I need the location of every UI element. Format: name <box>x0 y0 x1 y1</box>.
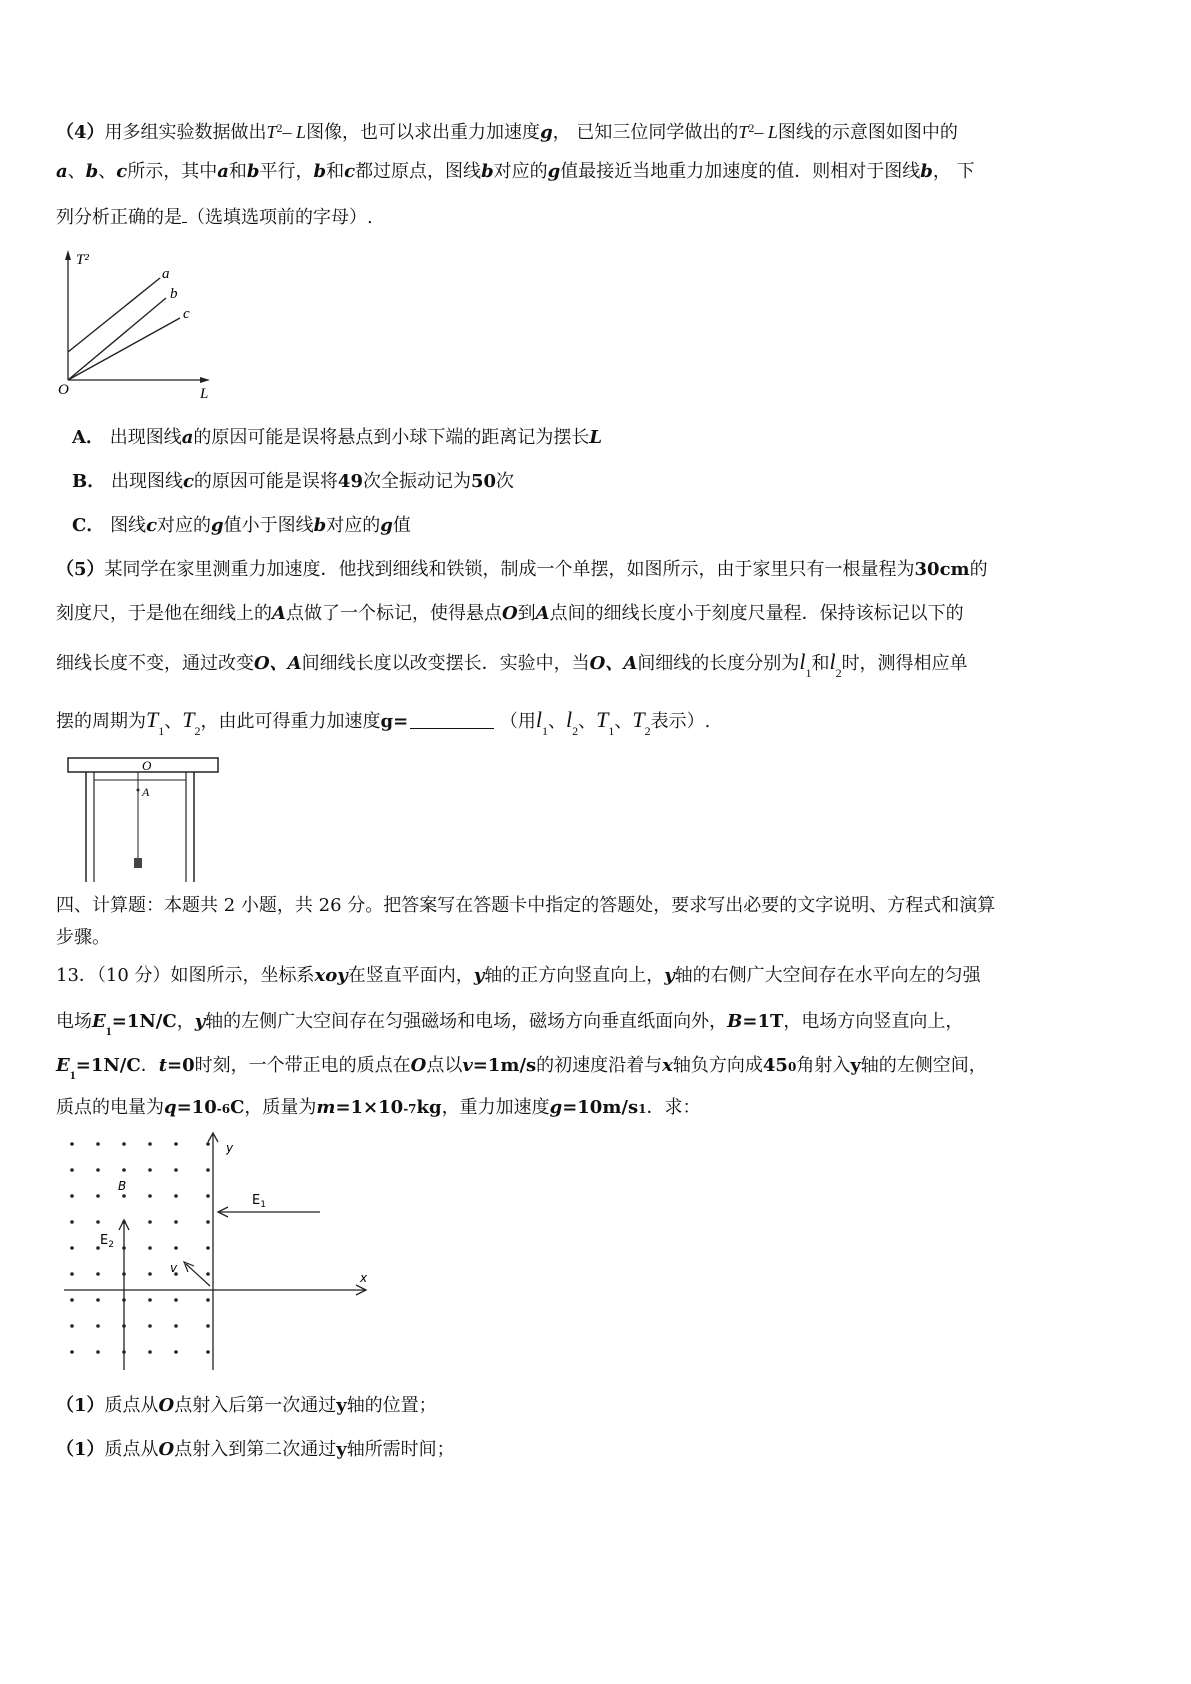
q13-line1: 13．（10 分）如图所示，坐标系xoy在竖直平面内，y轴的正方向竖直向上，y轴的右侧广大空间存在水平向左的匀强 <box>56 965 981 986</box>
graph-label-c: c <box>183 306 190 322</box>
axis-x-label: x <box>360 1271 368 1285</box>
q13-sub1: （1）质点从O点射入后第一次通过y轴的位置； <box>56 1395 437 1416</box>
q13-line4: 质点的电量为q=10-6C，质量为m=1×10-7kg，重力加速度g=10m/s1．求： <box>56 1097 701 1118</box>
b-field-label: B <box>118 1179 127 1193</box>
field-dot <box>96 1220 100 1224</box>
field-dot <box>148 1142 152 1146</box>
field-dot <box>70 1168 74 1172</box>
v-arrow <box>186 1264 210 1286</box>
field-dot <box>206 1194 210 1198</box>
q4-line2: a、b、c所示，其中a和b平行，b和c都过原点，图线b对应的g值最接近当地重力加速度的值．则相对于图线b， 下 <box>56 161 975 182</box>
field-dot <box>174 1324 178 1328</box>
field-dot <box>174 1350 178 1354</box>
mark-a <box>137 789 140 792</box>
q4-line1: （4）用多组实验数据做出$T^2-$ L图像，也可以求出重力加速度g， 已知三位同学做出的$T^2-$ L图线的示意图如图中的 <box>56 121 958 143</box>
field-dot <box>148 1246 152 1250</box>
field-dot <box>70 1324 74 1328</box>
e2-label: $E_2$ <box>100 1233 114 1250</box>
field-dot <box>148 1272 152 1276</box>
section4-line1: 四、计算题：本题共 2 小题，共 26 分。把答案写在答题卡中指定的答题处，要求写出必要的文字说明、方程式和演算 <box>56 895 996 916</box>
field-dot <box>70 1246 74 1250</box>
field-dot <box>148 1168 152 1172</box>
field-dot <box>174 1168 178 1172</box>
option-c: C． 图线c对应的g值小于图线b对应的g值 <box>72 515 411 536</box>
graph-label-b: b <box>170 286 178 302</box>
q4-number: （4） <box>56 122 105 143</box>
pendulum-label-a: A <box>142 785 150 799</box>
q4-line3: 列分析正确的是 （选填选项前的字母）. <box>56 207 373 228</box>
field-dot <box>206 1168 210 1172</box>
field-dot <box>70 1298 74 1302</box>
q13-line3: $E_1=1N/C$．t=0时刻，一个带正电的质点在O点以v=1m/s的初速度沿着与x轴负方向成450角射入y轴的左侧空间， <box>56 1055 987 1082</box>
pendulum-bob <box>134 858 142 868</box>
q13-line2: 电场$E_1=1N/C$，y轴的左侧广大空间存在匀强磁场和电场，磁场方向垂直纸面向外，B=1T，电场方向竖直向上， <box>56 1011 964 1038</box>
v-label: v <box>170 1261 178 1275</box>
q5-line4: 摆的周期为$T_1$、$T_2$，由此可得重力加速度g= （用$l_1$、$l_2$、$T_1$、$T_2$表示）. <box>56 707 711 738</box>
field-dot <box>206 1324 210 1328</box>
field-dot <box>174 1142 178 1146</box>
field-dot <box>96 1168 100 1172</box>
q5-line2: 刻度尺，于是他在细线上的A点做了一个标记，使得悬点O到A点间的细线长度小于刻度尺量程．保持该标记以下的 <box>56 603 964 624</box>
graph-y-label: T² <box>76 252 89 268</box>
section4-line2: 步骤。 <box>56 927 110 948</box>
field-dot <box>70 1220 74 1224</box>
field-dot <box>148 1324 152 1328</box>
option-a: A． 出现图线a的原因可能是误将悬点到小球下端的距离记为摆长L <box>72 427 603 448</box>
field-dot <box>174 1298 178 1302</box>
magnetic-field-dots <box>70 1142 210 1354</box>
field-dot <box>70 1350 74 1354</box>
field-dot <box>96 1142 100 1146</box>
field-dot <box>70 1194 74 1198</box>
field-dot <box>206 1246 210 1250</box>
option-b: B． 出现图线c的原因可能是误将49次全振动记为50次 <box>72 471 515 492</box>
field-dot <box>148 1298 152 1302</box>
e1-label: $E_1$ <box>252 1193 266 1210</box>
field-dot <box>70 1272 74 1276</box>
field-dot <box>96 1272 100 1276</box>
field-dot <box>206 1298 210 1302</box>
field-dot <box>148 1220 152 1224</box>
field-dot <box>96 1194 100 1198</box>
graph-label-a: a <box>162 266 170 282</box>
field-dot <box>206 1272 210 1276</box>
g-answer-blank[interactable] <box>410 710 494 729</box>
field-dot <box>174 1194 178 1198</box>
field-dot <box>122 1142 126 1146</box>
field-dot <box>96 1350 100 1354</box>
graph-x-label: L <box>200 386 209 402</box>
field-dot <box>206 1350 210 1354</box>
graph-origin-label: O <box>58 382 69 398</box>
field-dot <box>96 1298 100 1302</box>
q5-number: （5） <box>56 559 105 580</box>
field-dot <box>148 1194 152 1198</box>
pendulum-figure <box>60 754 240 884</box>
field-diagram <box>60 1130 380 1375</box>
field-dot <box>206 1142 210 1146</box>
t2-l-graph <box>56 248 226 408</box>
pendulum-label-o: O <box>142 758 152 773</box>
q5-line3: 细线长度不变，通过改变O、A间细线长度以改变摆长．实验中，当O、A间细线的长度分别为$l_1$和$l_2$时，测得相应单 <box>56 649 968 680</box>
line-c <box>68 318 180 380</box>
q13-sub2: （1）质点从O点射入到第二次通过y轴所需时间； <box>56 1439 455 1460</box>
axis-y-label: y <box>226 1141 234 1155</box>
field-dot <box>70 1142 74 1146</box>
field-dot <box>174 1220 178 1224</box>
field-dot <box>96 1324 100 1328</box>
field-dot <box>206 1220 210 1224</box>
q5-line1: （5）某同学在家里测重力加速度．他找到细线和铁锁，制成一个单摆，如图所示，由于家里只有一根量程为30cm的 <box>56 559 988 580</box>
line-b <box>68 298 166 380</box>
field-dot <box>122 1194 126 1198</box>
field-dot <box>122 1168 126 1172</box>
field-dot <box>174 1246 178 1250</box>
field-dot <box>148 1350 152 1354</box>
